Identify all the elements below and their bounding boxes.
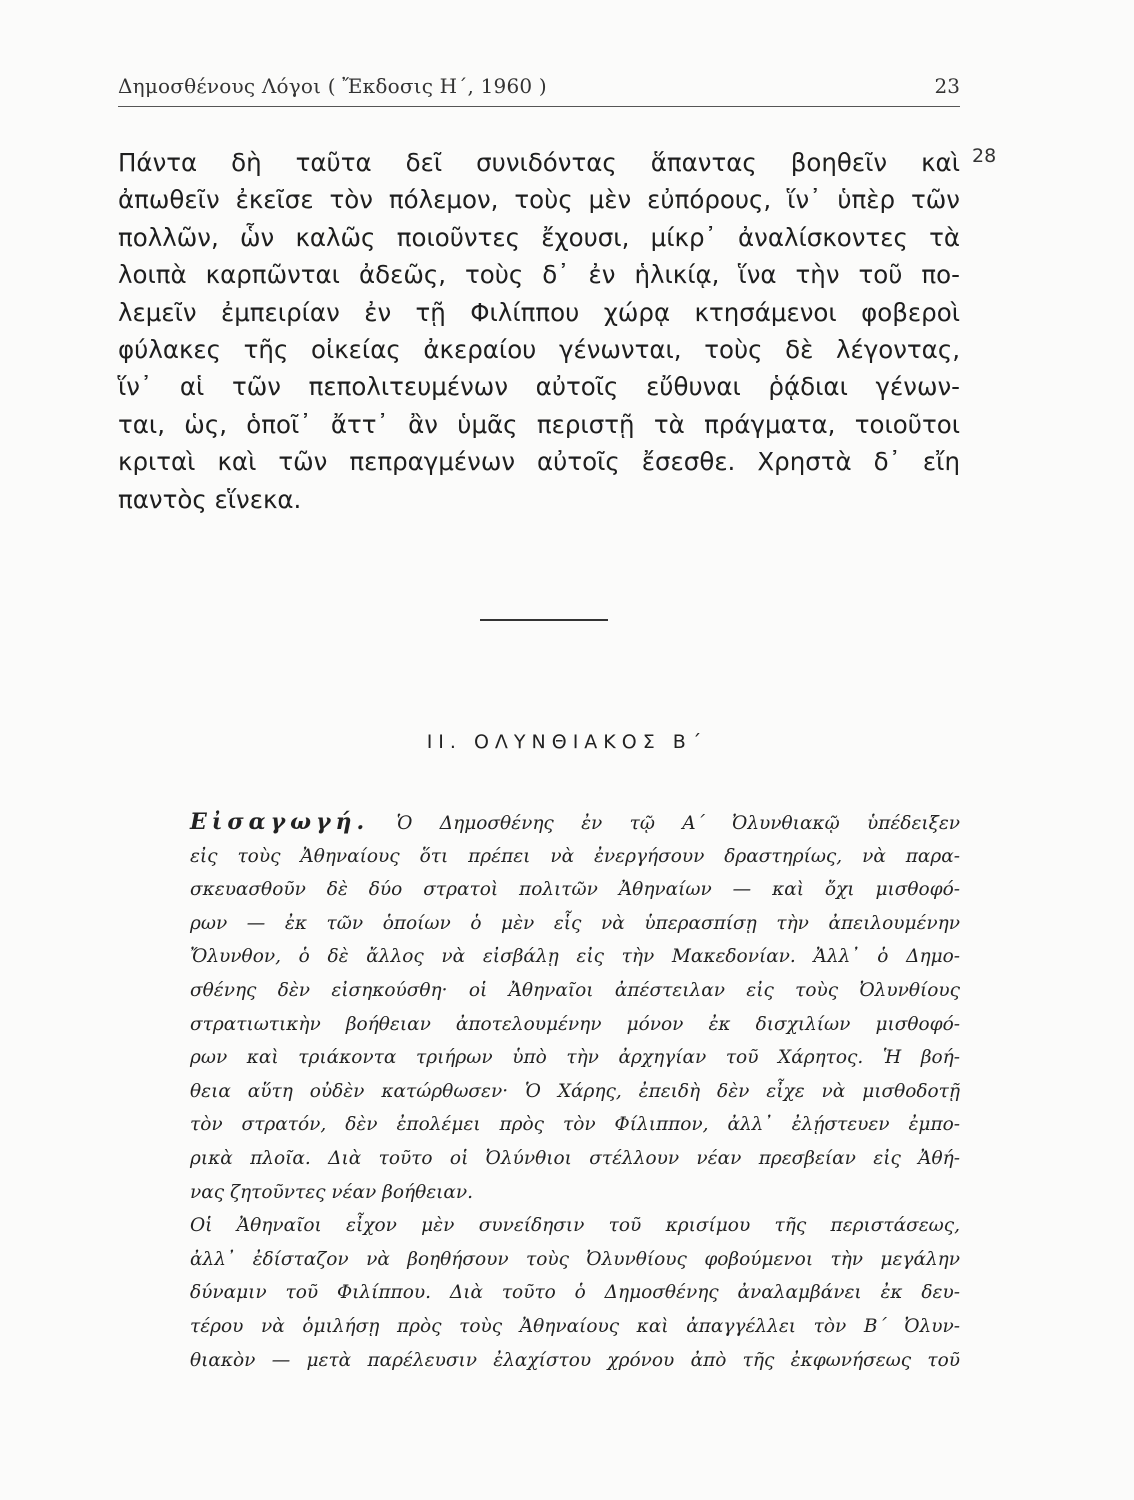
intro-first-line <box>190 806 960 840</box>
intro-line: τὸν στρατόν, δὲν ἐπολέμει πρὸς τὸν Φίλιππον, ἀλλ᾽ ἐλῄστευεν ἐμπο- <box>190 1114 960 1136</box>
intro-line: ρικὰ πλοῖα. Διὰ τοῦτο οἱ Ὀλύνθιοι στέλλουν νέαν πρεσβείαν εἰς Ἀθή- <box>190 1147 960 1169</box>
text-line: πολλῶν, ὧν καλῶς ποιοῦντες ἔχουσι, μίκρ᾽ ἀναλίσκοντες τὰ <box>118 222 960 252</box>
header-rule <box>118 106 960 107</box>
intro-line: ρων καὶ τριάκοντα τριήρων ὑπὸ τὴν ἀρχηγίαν τοῦ Χάρητος. Ἡ βοή- <box>190 1047 960 1069</box>
text-line: ἵν᾽ αἱ τῶν πεπολιτευμένων αὐτοῖς εὔθυναι ῥᾴδιαι γένων- <box>118 372 960 402</box>
intro-line: θεια αὕτη οὐδὲν κατώρθωσεν· Ὁ Χάρης, ἐπειδὴ δὲν εἶχε νὰ μισθοδοτῇ <box>190 1080 960 1102</box>
intro-line: δύναμιν τοῦ Φιλίππου. Διὰ τοῦτο ὁ Δημοσθένης ἀναλαμβάνει ἐκ δευ- <box>190 1282 960 1304</box>
page-number: 23 <box>934 74 960 98</box>
intro-line: Ὄλυνθον, ὁ δὲ ἄλλος νὰ εἰσβάλῃ εἰς τὴν Μακεδονίαν. Ἀλλ᾽ ὁ Δημο- <box>190 946 960 968</box>
margin-section-number: 28 <box>972 145 997 167</box>
intro-label: Εἰσαγωγή. <box>190 809 370 835</box>
text-line: φύλακες τῆς οἰκείας ἀκεραίου γένωνται, τοὺς δὲ λέγοντας, <box>118 334 960 364</box>
text-line: λεμεῖν ἐμπειρίαν ἐν τῇ Φιλίππου χώρᾳ κτησάμενοι φοβεροὶ <box>118 297 960 327</box>
intro-line: εἰς τοὺς Ἀθηναίους ὅτι πρέπει νὰ ἐνεργήσουν δραστηρίως, νὰ παρα- <box>190 845 960 867</box>
text-line: λοιπὰ καρπῶνται ἀδεῶς, τοὺς δ᾽ ἐν ἡλικίᾳ, ἵνα τὴν τοῦ πο- <box>118 260 960 290</box>
intro-paragraph2-first-line: Οἱ Ἀθηναῖοι εἶχον μὲν συνείδησιν τοῦ κρισίμου τῆς περιστάσεως, <box>190 1215 960 1237</box>
running-header <box>118 74 960 104</box>
header-title: Δημοσθένους Λόγοι ( Ἔκδοσις Η΄, 1960 ) <box>118 74 547 98</box>
introduction <box>190 806 960 1377</box>
intro-line: νας ζητοῦντες νέαν βοήθειαν. <box>190 1181 474 1203</box>
intro-line: ἀλλ᾽ ἐδίσταζον νὰ βοηθήσουν τοὺς Ὀλυνθίους φοβούμενοι τὴν μεγάλην <box>190 1248 960 1270</box>
text-line: ται, ὡς, ὁποῖ᾽ ἄττ᾽ ἂν ὑμᾶς περιστῇ τὰ πράγματα, τοιοῦτοι <box>118 409 960 439</box>
intro-line: θιακὸν — μετὰ παρέλευσιν ἐλαχίστου χρόνου ἀπὸ τῆς ἐκφωνήσεως τοῦ <box>190 1349 960 1371</box>
intro-first-line-text: Ὁ Δημοσθένης ἐν τῷ Α΄ Ὀλυνθιακῷ ὑπέδειξεν <box>396 813 960 834</box>
intro-line: ρων — ἐκ τῶν ὁποίων ὁ μὲν εἷς νὰ ὑπερασπίσῃ τὴν ἀπειλουμένην <box>190 912 960 934</box>
section-title: II. ΟΛΥΝΘΙΑΚΟΣ Β΄ <box>426 731 708 753</box>
intro-line: στρατιωτικὴν βοήθειαν ἀποτελουμένην μόνον ἐκ δισχιλίων μισθοφό- <box>190 1013 960 1035</box>
text-line: ἀπωθεῖν ἐκεῖσε τὸν πόλεμον, τοὺς μὲν εὐπόρους, ἵν᾽ ὑπὲρ τῶν <box>118 185 960 215</box>
intro-line: σθένης δὲν εἰσηκούσθη· οἱ Ἀθηναῖοι ἀπέστειλαν εἰς τοὺς Ὀλυνθίους <box>190 979 960 1001</box>
greek-main-text <box>118 144 960 518</box>
text-line: παντὸς εἵνεκα. <box>118 484 302 514</box>
text-line: κριταὶ καὶ τῶν πεπραγμένων αὐτοῖς ἔσεσθε. Χρηστὰ δ᾽ εἴη <box>118 447 960 477</box>
text-line: Πάντα δὴ ταῦτα δεῖ συνιδόντας ἅπαντας βοηθεῖν καὶ <box>118 148 960 177</box>
intro-line: τέρου νὰ ὁμιλήσῃ πρὸς τοὺς Ἀθηναίους καὶ ἀπαγγέλλει τὸν Β΄ Ὀλυν- <box>190 1315 960 1337</box>
section-divider <box>480 619 608 621</box>
intro-line: σκευασθοῦν δὲ δύο στρατοὶ πολιτῶν Ἀθηναίων — καὶ ὄχι μισθοφό- <box>190 879 960 901</box>
